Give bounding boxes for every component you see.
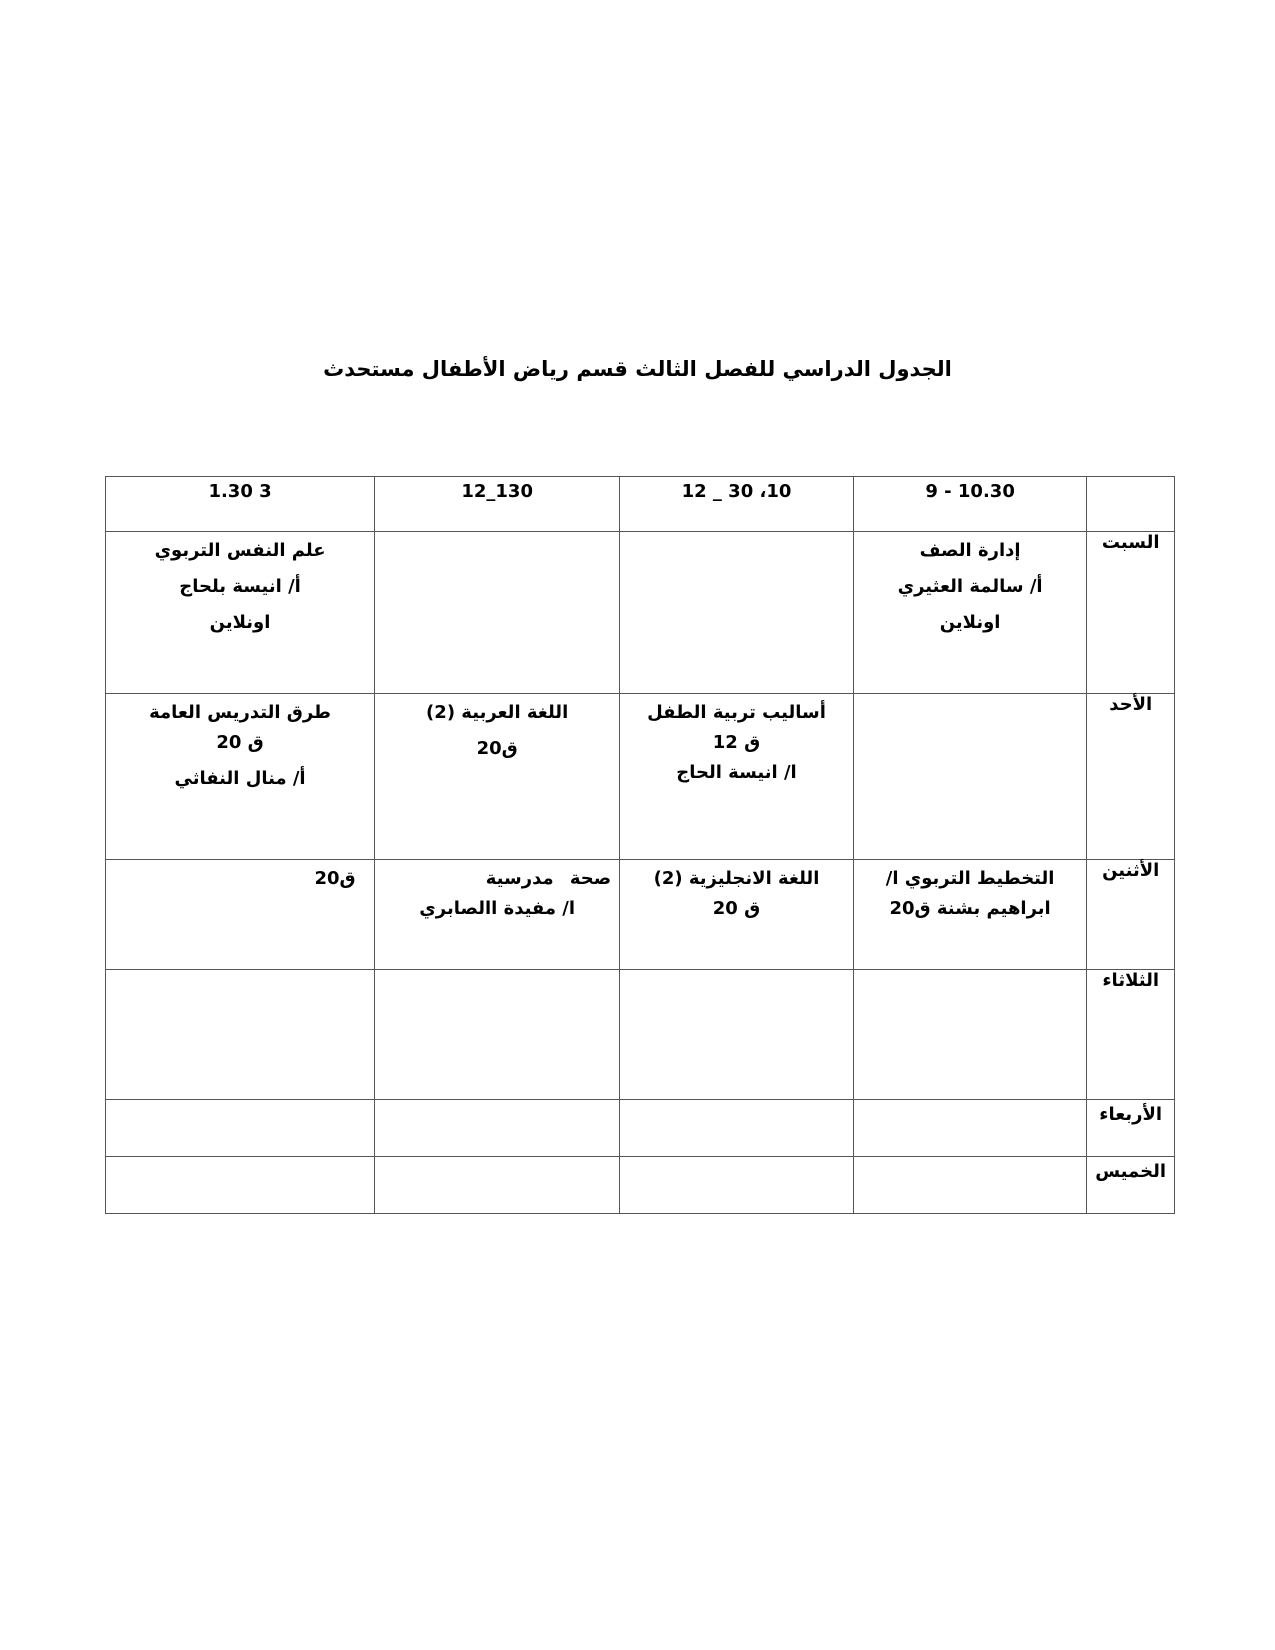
instructor-name: أ/ سالمة العثيري [897, 576, 1043, 597]
time-header-4: 3 1.30 [106, 477, 375, 532]
course-room: ق 20 [712, 898, 761, 919]
instructor-name: ابراهيم بشنة ق20 [889, 898, 1051, 919]
schedule-cell [853, 532, 1087, 694]
schedule-cell [853, 860, 1087, 970]
schedule-cell [853, 694, 1087, 860]
course-name: اللغة الانجليزية (2) [653, 868, 820, 889]
time-header-2: 10، 30 _ 12 [620, 477, 854, 532]
schedule-cell [620, 970, 854, 1100]
schedule-cell [314, 860, 620, 970]
schedule-cell [106, 532, 375, 694]
course-name: علم النفس التربوي [154, 540, 326, 561]
instructor-name: ا/ مفيدة االصابري [419, 898, 576, 919]
table-row [106, 694, 1175, 860]
schedule-cell [620, 860, 854, 970]
course-room: ق 12 [712, 732, 761, 753]
schedule-cell [853, 970, 1087, 1100]
instructor-name: ا/ انيسة الحاج [676, 762, 797, 783]
schedule-table [105, 476, 1175, 1214]
course-name: التخطيط التربوي ا/ [885, 868, 1055, 889]
day-label: الأحد [1087, 694, 1175, 860]
schedule-cell [106, 694, 375, 860]
schedule-cell [853, 1100, 1087, 1157]
course-name: طرق التدريس العامة [149, 702, 332, 723]
corner-cell [1087, 477, 1175, 532]
header-row [106, 477, 1175, 532]
course-name: أساليب تربية الطفل [647, 702, 826, 723]
schedule-cell [375, 532, 620, 694]
course-name: إدارة الصف [919, 540, 1021, 561]
table-row [106, 970, 1175, 1100]
table-row [106, 1100, 1175, 1157]
schedule-cell [375, 1100, 620, 1157]
time-header-3: 130_12 [375, 477, 620, 532]
course-location: اونلاين [939, 612, 1001, 633]
course-room: ق20 [476, 738, 518, 759]
course-location: اونلاين [209, 612, 271, 633]
schedule-cell [375, 694, 620, 860]
schedule-cell [375, 970, 620, 1100]
instructor-name: أ/ انيسة بلحاج [179, 576, 301, 597]
schedule-cell [620, 694, 854, 860]
schedule-cell [106, 1100, 375, 1157]
table-row [106, 532, 1175, 694]
schedule-cell [620, 1157, 854, 1214]
schedule-cell [620, 532, 854, 694]
day-label: الثلاثاء [1087, 970, 1175, 1100]
day-label: الخميس [1087, 1157, 1175, 1214]
course-room: ق 20 [216, 732, 264, 753]
day-label: السبت [1087, 532, 1175, 694]
page-title: الجدول الدراسي للفصل الثالث قسم رياض الأطفال مستحدث [323, 357, 952, 381]
course-name: صحة مدرسية ق20 [314, 868, 612, 889]
instructor-name: أ/ منال النفاثي [174, 768, 306, 789]
schedule-cell [106, 970, 375, 1100]
time-header-1: 10.30 - 9 [853, 477, 1087, 532]
course-name: اللغة العربية (2) [426, 702, 569, 723]
schedule-cell [853, 1157, 1087, 1214]
table-row [106, 860, 1175, 970]
schedule-cell [106, 1157, 375, 1214]
day-label: الأربعاء [1087, 1100, 1175, 1157]
schedule-cell [620, 1100, 854, 1157]
schedule-cell [375, 1157, 620, 1214]
table-row [106, 1157, 1175, 1214]
day-label: الأثنين [1087, 860, 1175, 970]
